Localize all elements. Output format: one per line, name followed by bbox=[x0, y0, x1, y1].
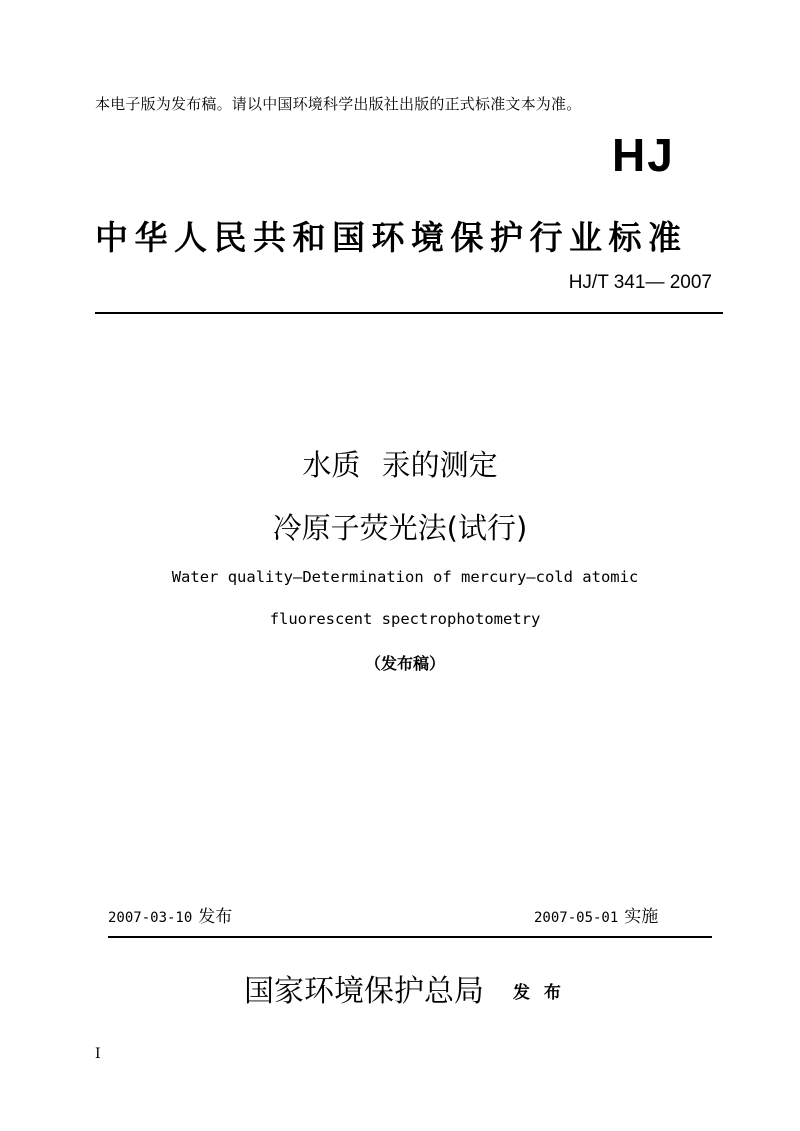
standard-code: HJ/T 341— 2007 bbox=[568, 272, 712, 293]
organization-title: 中华人民共和国环境保护行业标准 bbox=[95, 218, 688, 257]
issuer-action: 发 布 bbox=[513, 983, 565, 1003]
release-notice: 本电子版为发布稿。请以中国环境科学出版社出版的正式标准文本为准。 bbox=[95, 95, 582, 113]
draft-status: （发布稿） bbox=[364, 654, 445, 673]
implement-date-block bbox=[534, 902, 658, 927]
top-divider bbox=[95, 312, 723, 314]
implement-date: 2007-05-01 bbox=[534, 910, 619, 926]
title-en-line2: fluorescent spectrophotometry bbox=[269, 610, 541, 628]
implement-label: 实施 bbox=[624, 907, 659, 927]
title-cn-line1: 水质 汞的测定 bbox=[302, 448, 498, 482]
title-cn-line2: 冷原子荧光法(试行) bbox=[272, 511, 528, 545]
hj-logo: HJ bbox=[612, 129, 675, 181]
page-number: I bbox=[95, 1046, 101, 1062]
issue-date-block bbox=[108, 902, 232, 927]
issue-label: 发布 bbox=[198, 907, 233, 927]
bottom-divider bbox=[108, 936, 712, 938]
title-en-line1: Water quality—Determination of mercury—cold atomic bbox=[171, 568, 639, 586]
issuing-authority: 国家环境保护总局 bbox=[244, 974, 484, 1009]
issue-date: 2007-03-10 bbox=[108, 910, 193, 926]
